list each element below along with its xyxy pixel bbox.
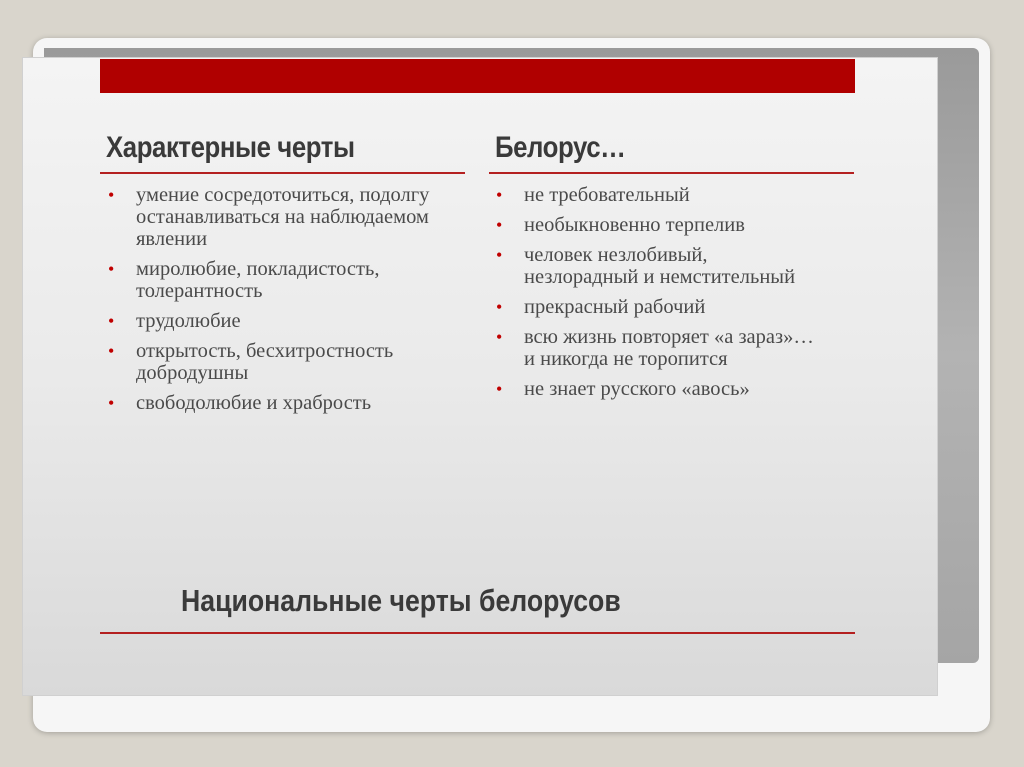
list-item: • необыкновенно терпелив (496, 214, 826, 236)
left-column-heading: Характерные черты (106, 131, 355, 164)
footer-title: Национальные черты белорусов (181, 583, 621, 618)
list-item: • миролюбие, покладистость, толерантность (108, 258, 468, 302)
footer-rule (100, 632, 855, 634)
list-item: • трудолюбие (108, 310, 468, 332)
list-item: • не требовательный (496, 184, 826, 206)
list-item: • свободолюбие и храбрость (108, 392, 468, 414)
list-item: • открытость, бесхитростность добродушны (108, 340, 468, 384)
left-heading-rule (100, 172, 465, 174)
header-accent-bar (100, 59, 855, 93)
right-column-heading: Белорус… (495, 131, 626, 164)
right-bullet-list (496, 184, 826, 408)
list-item: • прекрасный рабочий (496, 296, 826, 318)
list-item: • умение сосредоточиться, подолгу останавливаться на наблюдаемом явлении (108, 184, 468, 250)
right-heading-rule (489, 172, 854, 174)
list-item: • всю жизнь повторяет «а зараз»… и никогда не торопится (496, 326, 826, 370)
left-bullet-list (108, 184, 468, 422)
list-item: • человек незлобивый, незлорадный и немстительный (496, 244, 826, 288)
list-item: • не знает русского «авось» (496, 378, 826, 400)
